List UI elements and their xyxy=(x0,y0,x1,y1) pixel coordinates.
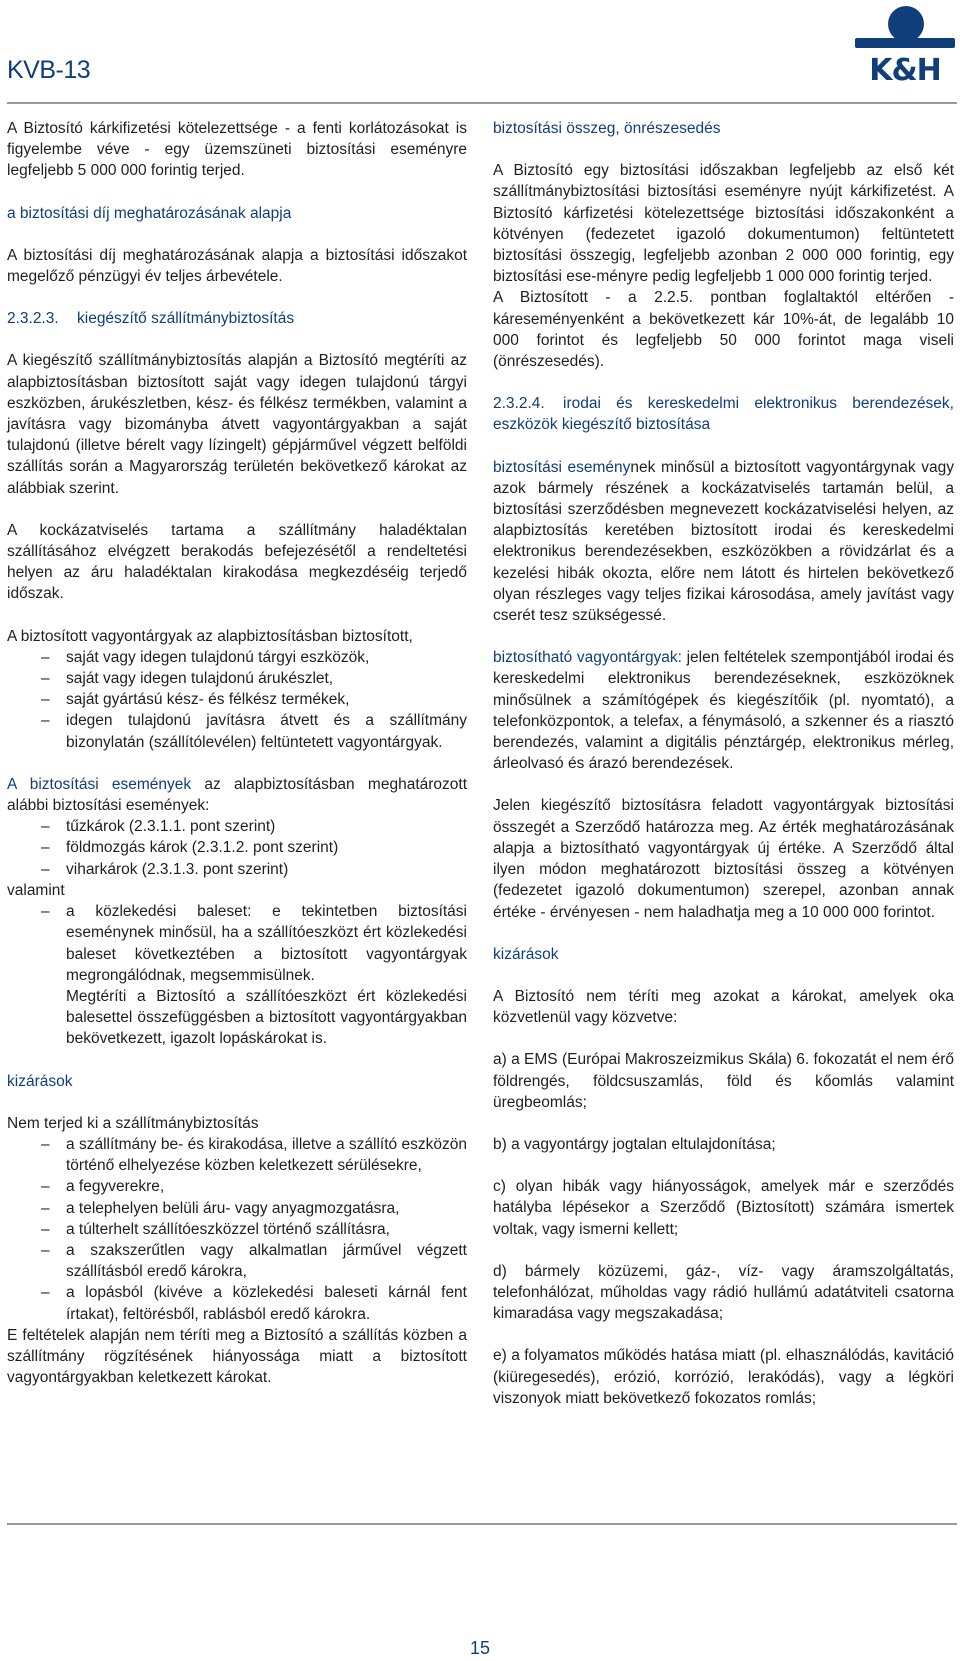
paragraph-text: jelen feltételek szempontjából irodai és kereskedelmi elektronikus berendezéseknek, eszközöknek minősülnek a számítógépek és kiegészítőik (pl. nyomtató), a telefonközpontok, a telefax, a fénymásoló, a szkenner és a riasztó berendezés, valamint a digitális pénztárgép, elektronikus mérleg, árleolvasó és árazó berendezések. xyxy=(493,649,955,773)
list-item: – idegen tulajdonú javításra átvett és a szállítmány bizonylatán (szállítólevélen) feltüntetett vagyontárgyak. xyxy=(7,710,467,752)
section-title-text: irodai és kereskedelmi elektronikus berendezések, eszközök kiegészítő biztosítása xyxy=(493,395,954,434)
exclusion-item-a: a) a EMS (Európai Makroszeizmikus Skála) 6. fokozatát el nem érő földrengés, földcsuszamlás, föld és kőomlás valamint üregbeomlás; xyxy=(493,1051,954,1111)
list-item: – a túlterhelt szállítóeszközzel történő szállításra, xyxy=(7,1219,467,1240)
section-heading: kizárások xyxy=(7,1072,73,1090)
kh-logo-icon xyxy=(851,2,957,84)
exclusion-item-d: d) bármely közüzemi, gáz-, víz- vagy áramszolgáltatás, telefonhálózat, műholdas vagy rádió hullámú adatátviteli csatorna kimaradása vagy megszakadása; xyxy=(493,1262,954,1323)
section-title-text: kiegészítő szállítmánybiztosítás xyxy=(77,310,295,328)
paragraph: A Biztosító nem téríti meg azokat a károkat, amelyek oka közvetlenül vagy közvetve: xyxy=(493,987,954,1027)
inline-heading: biztosítási esemény xyxy=(493,458,631,476)
paragraph-text: az alapbiztosításban meghatározott alábbi biztosítási események: xyxy=(7,775,468,815)
list-item: – a közlekedési baleset: e tekintetben biztosítási eseménynek minősül, ha a szállítóeszközt ért közlekedési baleset következtében a biztosított vagyontárgyak megrongálódnak, megsemmisülnek. xyxy=(7,901,467,986)
list-item: – a fegyverekre, xyxy=(7,1176,467,1197)
list-item: – a telephelyen belüli áru- vagy anyagmozgatásra, xyxy=(7,1198,467,1219)
exclusion-item-c: c) olyan hibák vagy hiányosságok, amelyek már e szerződés hatályba lépésekor a Szerződő (Biztosított) számára ismertek voltak, vagy ismerni kellett; xyxy=(493,1178,954,1238)
page-number: 15 xyxy=(470,1638,491,1658)
paragraph xyxy=(7,774,467,816)
svg-text:K&H: K&H xyxy=(869,53,941,84)
exclusion-item-b: b) a vagyontárgy jogtalan eltulajdonítása; xyxy=(493,1135,776,1153)
top-divider xyxy=(7,102,957,104)
list-item: – a szakszerűtlen vagy alkalmatlan járművel végzett szállításból eredő károkra, xyxy=(7,1240,467,1282)
paragraph: A biztosítási díj meghatározásának alapja a biztosítási időszakot megelőző pénzügyi év teljes árbevétele. xyxy=(7,246,467,286)
right-column xyxy=(493,118,954,1409)
exclusion-item-e: e) a folyamatos működés hatása miatt (pl. elhasználódás, kavitáció (kiüregesedés), erózió, korrózió, lerakódás), vagy a légköri viszonyok miatt bekövetkező fokozatos romlás; xyxy=(493,1347,954,1407)
paragraph: A Biztosító kárkifizetési kötelezettsége - a fenti korlátozásokat is figyelembe véve - egy üzemszüneti biztosítási eseményre legfeljebb 5 000 000 forintig terjed. xyxy=(7,120,467,180)
paragraph: E feltételek alapján nem téríti meg a Biztosító a szállítás közben a szállítmány rögzítésének hiányossága miatt a biztosított vagyontárgyakban keletkezett károkat. xyxy=(7,1326,467,1387)
list-item: – saját vagy idegen tulajdonú tárgyi eszközök, xyxy=(7,647,467,668)
paragraph: Jelen kiegészítő biztosításra feladott vagyontárgyak biztosítási összegét a Szerződő határozza meg. Az érték meghatározásának alapja a biztosítható vagyontárgyak új értéke. A Szerződő által ilyen módon meghatározott biztosítási összeg a kötvényen (fedezetet igazoló dokumentumon) szerepel, azonban annak értéke - érvényesen - nem haladhatja meg a 10 000 000 forintot. xyxy=(493,797,954,921)
inline-heading: biztosítható vagyontárgyak: xyxy=(493,649,682,667)
list-item: – viharkárok (2.3.1.3. pont szerint) xyxy=(7,859,467,880)
paragraph: A Biztosító egy biztosítási időszakban legfeljebb az első két szállítmánybiztosítási biztosítási eseményre nyújt kárkifizetést. A Biztosító kárfizetési kötelezettsége biztosítási időszakonként a kötvényen (fedezetet igazoló dokumentumon) feltüntetett biztosítási összegig, legfeljebb azonban 2 000 000 forintig, egy biztosítási ese-ményre pedig legfeljebb 1 000 000 forintig terjed. xyxy=(493,162,954,286)
paragraph: valamint xyxy=(7,881,65,899)
left-column xyxy=(7,118,467,1388)
section-title xyxy=(493,393,954,435)
section-heading: biztosítási összeg, önrészesedés xyxy=(493,120,721,137)
paragraph: Nem terjed ki a szállítmánybiztosítás xyxy=(7,1114,259,1132)
paragraph: A biztosított vagyontárgyak az alapbiztosításban biztosított, xyxy=(7,627,413,645)
section-heading: kizárások xyxy=(493,945,559,963)
inline-heading: A biztosítási események xyxy=(7,775,192,793)
section-number: 2.3.2.4. xyxy=(493,395,545,413)
paragraph: A Biztosított - a 2.2.5. pontban foglaltaktól eltérően - káreseményenként a bekövetkezett kár 10%-át, de legalább 10 000 forintot és legfeljebb 50 000 forintot maga viseli (önrészesedés). xyxy=(493,289,954,371)
bottom-divider xyxy=(7,1523,957,1525)
paragraph: A kockázatviselés tartama a szállítmány haladéktalan szállításához elvégzett berakodás befejezésétől a rendeltetési helyen az áru haladéktalan kirakodása megkezdéséig terjedő időszak. xyxy=(7,521,467,603)
list-item: – a lopásból (kivéve a közlekedési baleseti kárnál fent írtakat), feltörésből, rablásból eredő károkra. xyxy=(7,1282,467,1324)
paragraph xyxy=(493,647,954,774)
kh-logo xyxy=(851,2,957,89)
section-title xyxy=(7,308,467,329)
exclusions-list xyxy=(7,1134,467,1325)
list-item: – saját gyártású kész- és félkész termékek, xyxy=(7,689,467,710)
paragraph: Megtéríti a Biztosító a szállítóeszközt ért közlekedési balesettel összefüggésben a biztosított vagyontárgyakban bekövetkezett, igazolt lopáskárokat is. xyxy=(66,987,467,1048)
document-code: KVB-13 xyxy=(7,56,91,84)
accident-list xyxy=(7,901,467,986)
events-list xyxy=(7,816,467,880)
list-item: – saját vagy idegen tulajdonú árukészlet, xyxy=(7,668,467,689)
section-number: 2.3.2.3. xyxy=(7,310,59,328)
paragraph-text: nek minősül a biztosított vagyontárgynak vagy azok bármely részének a kockázatviselés tartamán belül, a biztosítási szerződésben megnevezett kockázatviselési helyen, az alapbiztosítás keretében biztosított irodai és kereskedelmi elektronikus berendezésekben, eszközökben a rövidzárlat és a kezelési hibák okozta, előre nem látott és hirtelen bekövetkező olyan részleges vagy teljes fizikai károsodása, amely javítást vagy cserét tesz szükségessé. xyxy=(493,458,954,625)
list-item: – a szállítmány be- és kirakodása, illetve a szállító eszközön történő elhelyezése közben keletkezett sérülésekre, xyxy=(7,1134,467,1176)
section-heading: a biztosítási díj meghatározásának alapja xyxy=(7,204,292,222)
paragraph xyxy=(493,457,954,627)
paragraph: A kiegészítő szállítmánybiztosítás alapján a Biztosító megtéríti az alapbiztosításban biztosított saját vagy idegen tulajdonú tárgyi eszközben, árukészletben, kész- és félkész termékben, valamint a javításra vagy bizományba átvett vagyontárgyakban a saját tulajdonú (illetve bérelt vagy lízingelt) gépjárművel végzett belföldi szállítás során a Magyarország területén bekövetkező károkat az alábbiak szerint. xyxy=(7,352,467,497)
insured-items-list xyxy=(7,647,467,753)
list-item: – földmozgás károk (2.3.1.2. pont szerint) xyxy=(7,837,467,858)
list-item: – tűzkárok (2.3.1.1. pont szerint) xyxy=(7,816,467,837)
